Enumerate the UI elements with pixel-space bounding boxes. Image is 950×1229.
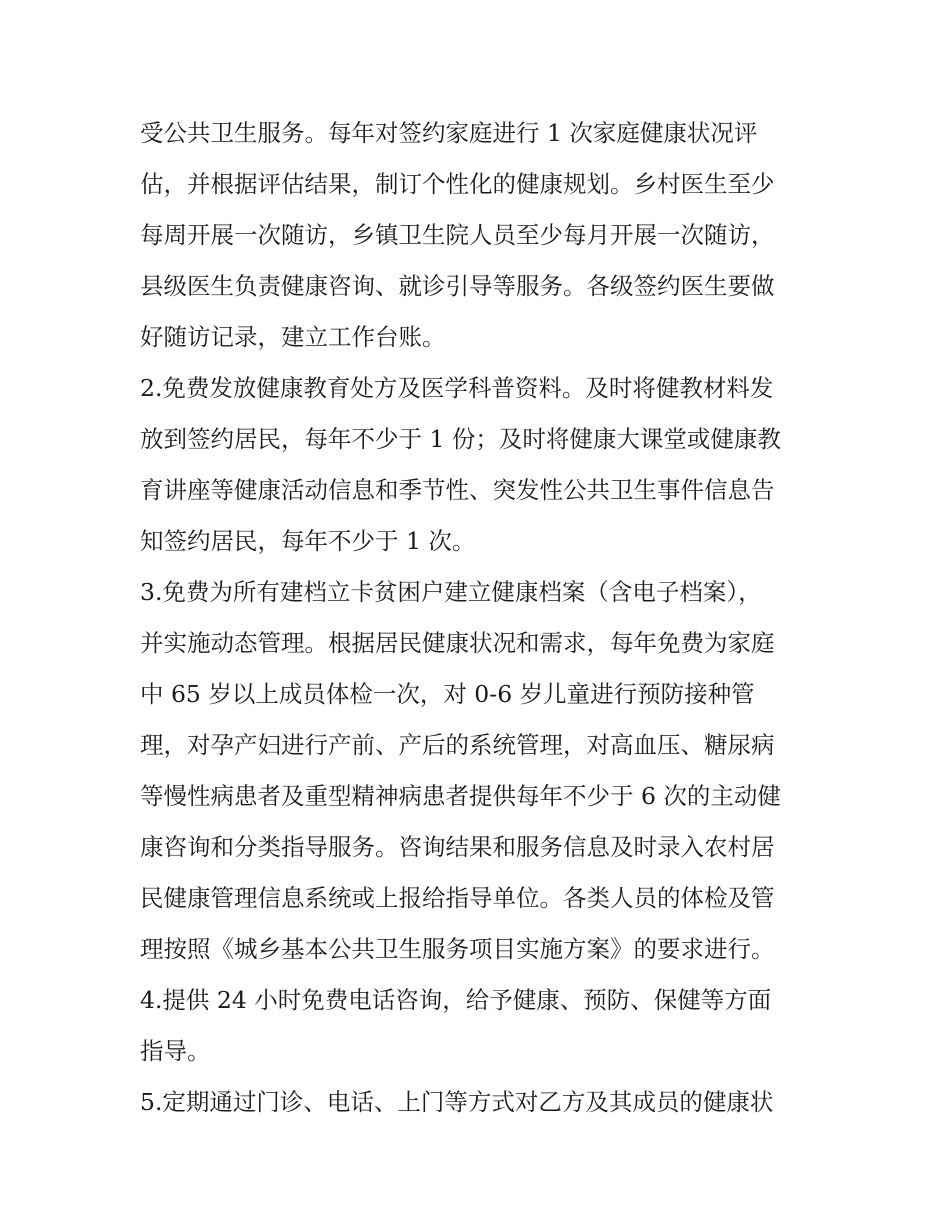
text-line: 并实施动态管理。根据居民健康状况和需求，每年免费为家庭: [140, 629, 775, 657]
text-line: 估，并根据评估结果，制订个性化的健康规划。乡村医生至少: [140, 170, 775, 198]
item-4-line: 4.提供 24 小时免费电话咨询，给予健康、预防、保健等方面: [140, 986, 772, 1014]
text-line: 好随访记录，建立工作台账。: [140, 323, 446, 351]
text-line: 知签约居民，每年不少于 1 次。: [140, 527, 476, 555]
text-line: 理按照《城乡基本公共卫生服务项目实施方案》的要求进行。: [140, 935, 775, 963]
text-line: 民健康管理信息系统或上报给指导单位。各类人员的体检及管: [140, 884, 775, 912]
text-line: 受公共卫生服务。每年对签约家庭进行 1 次家庭健康状况评: [140, 119, 758, 147]
text-line: 育讲座等健康活动信息和季节性、突发性公共卫生事件信息告: [140, 476, 775, 504]
text-line: 康咨询和分类指导服务。咨询结果和服务信息及时录入农村居: [140, 833, 775, 861]
item-2-line: 2.免费发放健康教育处方及医学科普资料。及时将健教材料发: [140, 374, 774, 402]
item-3-line: 3.免费为所有建档立卡贫困户建立健康档案（含电子档案），: [140, 578, 762, 606]
body-text: [140, 108, 820, 1128]
text-line: 中 65 岁以上成员体检一次，对 0-6 岁儿童进行预防接种管: [140, 680, 755, 708]
text-line: 指导。: [140, 1037, 211, 1065]
text-line: 理，对孕产妇进行产前、产后的系统管理，对高血压、糖尿病: [140, 731, 775, 759]
item-5-line: 5.定期通过门诊、电话、上门等方式对乙方及其成员的健康状: [140, 1088, 774, 1116]
text-line: 县级医生负责健康咨询、就诊引导等服务。各级签约医生要做: [140, 272, 775, 300]
text-line: 每周开展一次随访，乡镇卫生院人员至少每月开展一次随访，: [140, 221, 775, 249]
text-line: 放到签约居民，每年不少于 1 份；及时将健康大课堂或健康教: [140, 425, 781, 453]
text-line: 等慢性病患者及重型精神病患者提供每年不少于 6 次的主动健: [140, 782, 781, 810]
